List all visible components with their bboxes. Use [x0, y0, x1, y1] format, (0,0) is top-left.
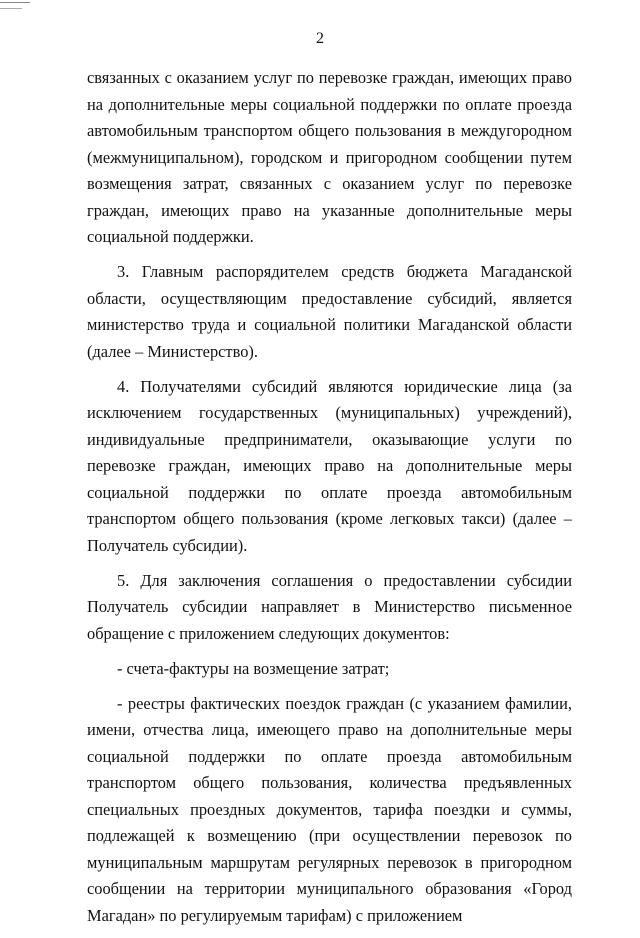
paragraph-5-agreement-documents: 5. Для заключения соглашения о предоставлении субсидии Получатель субсидии направляет в Министерство письменное обращение с приложением следующих документов: — [87, 570, 572, 643]
page-number: 2 — [316, 30, 324, 47]
document-body — [87, 65, 572, 938]
scan-corner-line — [0, 2, 30, 3]
paragraph-4-subsidy-recipients: 4. Получателями субсидий являются юридические лица (за исключением государственных (муниципальных) учреждений), индивидуальные предприниматели, оказывающие услуги по перевозке граждан, имеющих право на дополнительные меры социальной поддержки по оплате проезда автомобильным транспортом общего пользования (кроме легковых такси) (далее – Получатель субсидии). — [87, 376, 572, 555]
paragraph-3-chief-administrator: 3. Главным распорядителем средств бюджета Магаданской области, осуществляющим предоставление субсидий, является министерство труда и социальной политики Магаданской области (далее – Министерство). — [87, 262, 572, 361]
scan-corner-line-secondary — [0, 8, 22, 9]
list-item-trip-registers: - реестры фактических поездок граждан (с указанием фамилии, имени, отчества лица, имеющего право на дополнительные меры социальной поддержки по оплате проезда автомобильным транспортом общего пользования, количества предъявленных специальных проездных документов, тарифа поездки и суммы, подлежащей к возмещению (при осуществлении перевозок по муниципальным маршрутам регулярных перевозок в пригородном сообщении на территории муниципального образования «Город Магадан» по регулируемым тарифам) с приложением — [87, 693, 572, 925]
paragraph-continuation: связанных с оказанием услуг по перевозке граждан, имеющих право на дополнительные меры социальной поддержки по оплате проезда автомобильным транспортом общего пользования в междугородном (межмуниципальном), городском и пригородном сообщении путем возмещения затрат, связанных с оказанием услуг по перевозке граждан, имеющих право на указанные дополнительные меры социальной поддержки. — [87, 68, 572, 246]
list-item-invoices: - счета-фактуры на возмещение затрат; — [117, 658, 390, 678]
